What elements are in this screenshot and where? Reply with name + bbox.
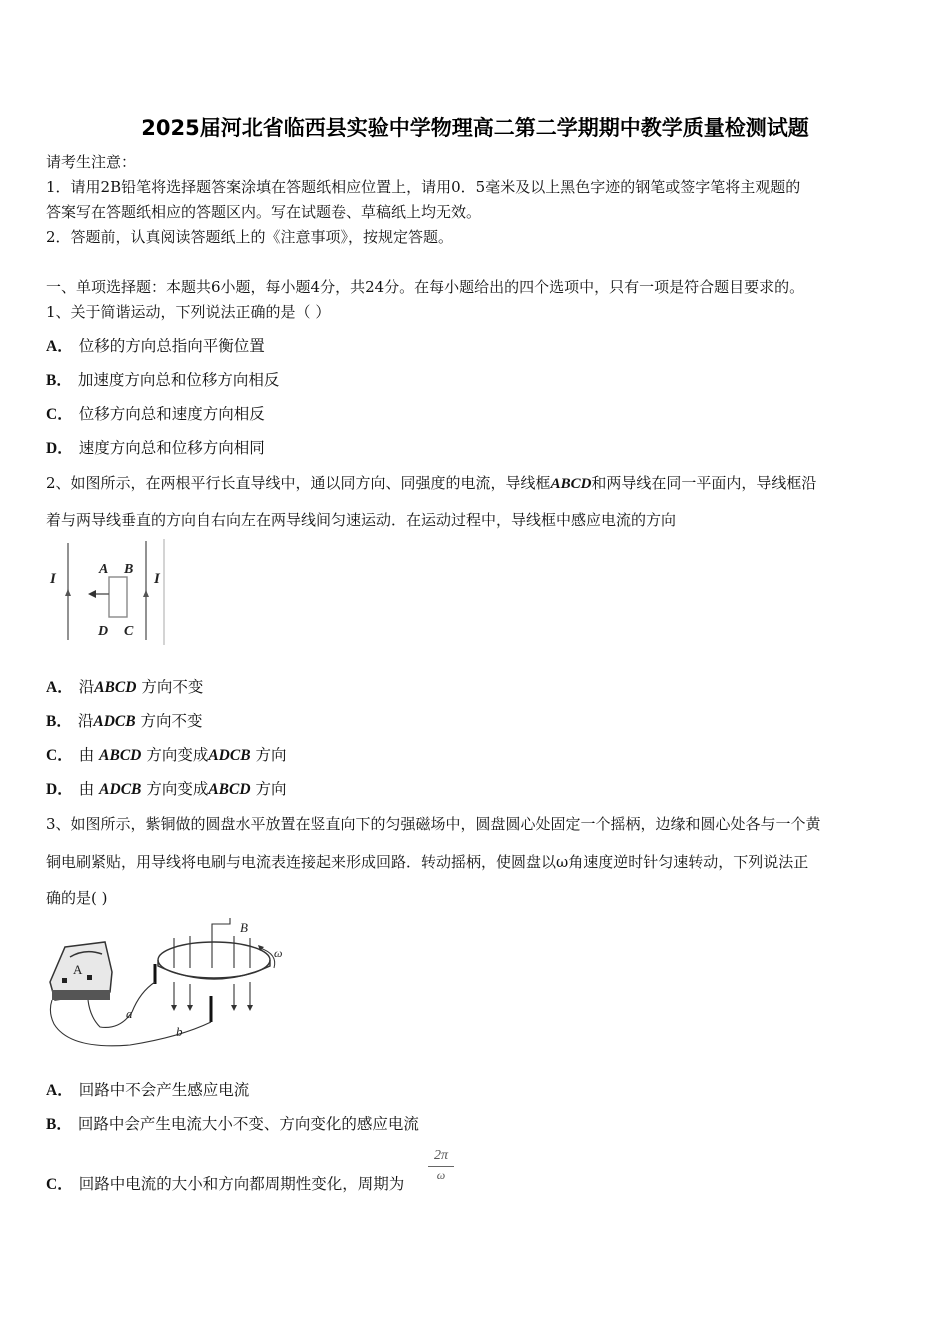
section-heading: 一、单项选择题：本题共6小题，每小题4分，共24分。在每小题给出的四个选项中，只有一项是符合题目要求的。 <box>46 278 805 296</box>
question-3-stem-line1: 3、如图所示，紫铜做的圆盘水平放置在竖直向下的匀强磁场中，圆盘圆心处固定一个摇柄，边缘和圆心处各与一个黄 <box>46 815 821 833</box>
svg-text:D: D <box>98 624 109 639</box>
period-fraction: $\frac{2\pi}{\omega}$ <box>428 1148 454 1183</box>
q3-option-c: C． 回路中电流的大小和方向都周期性变化，周期为 <box>46 1175 405 1193</box>
notice-item-2: 2．答题前，认真阅读答题纸上的《注意事项》，按规定答题。 <box>46 228 454 246</box>
question-3-stem-line2: 铜电刷紧贴，用导线将电刷与电流表连接起来形成回路．转动摇柄，使圆盘以ω角速度逆时针匀速转动，下列说法正 <box>46 853 809 871</box>
parallel-wires-figure <box>40 535 170 650</box>
question-3-stem-line3: 确的是( ) <box>46 889 108 907</box>
notice-heading: 请考生注意： <box>46 153 137 171</box>
q1-option-a: A． 位移的方向总指向平衡位置 <box>46 337 265 355</box>
q2-option-a: A． 沿ABCD 方向不变 <box>46 678 204 696</box>
svg-text:A: A <box>99 562 109 577</box>
svg-text:B: B <box>240 920 248 935</box>
q2-option-d: D． 由 ADCB 方向变成ABCD 方向 <box>46 780 287 798</box>
question-2-stem-line2: 着与两导线垂直的方向自右向左在两导线间匀速运动．在运动过程中，导线框中感应电流的方向 <box>46 511 677 529</box>
q2-option-c: C． 由 ABCD 方向变成ADCB 方向 <box>46 746 287 764</box>
svg-text:I: I <box>154 571 160 587</box>
svg-text:a: a <box>126 1006 133 1021</box>
q2-option-b: B． 沿ADCB 方向不变 <box>46 712 203 730</box>
question-1-stem: 1、关于简谐运动，下列说法正确的是（ ） <box>46 303 331 321</box>
rotating-disk-figure <box>40 912 300 1062</box>
svg-text:b: b <box>176 1024 183 1039</box>
q1-option-b: B． 加速度方向总和位移方向相反 <box>46 371 280 389</box>
q1-option-c: C． 位移方向总和速度方向相反 <box>46 405 265 423</box>
svg-text:B: B <box>124 562 134 577</box>
svg-text:I: I <box>50 571 56 587</box>
page-title: 2025届河北省临西县实验中学物理高二第二学期期中教学质量检测试题 <box>141 116 809 140</box>
question-2-stem-line1: 2、如图所示，在两根平行长直导线中，通以同方向、同强度的电流，导线框ABCD和两导线在同一平面内，导线框沿 <box>46 474 817 492</box>
svg-text:C: C <box>124 624 134 639</box>
q3-option-b: B． 回路中会产生电流大小不变、方向变化的感应电流 <box>46 1115 419 1133</box>
q3-option-a: A． 回路中不会产生感应电流 <box>46 1081 250 1099</box>
notice-item-1: 1．请用2B铅笔将选择题答案涂填在答题纸相应位置上，请用0．5毫米及以上黑色字迹的钢笔或签字笔将主观题的 <box>46 178 801 196</box>
svg-text:A: A <box>73 962 83 977</box>
notice-item-1-cont: 答案写在答题纸相应的答题区内。写在试题卷、草稿纸上均无效。 <box>46 203 482 221</box>
ammeter-icon <box>50 942 112 1000</box>
q1-option-d: D． 速度方向总和位移方向相同 <box>46 439 265 457</box>
svg-text:ω: ω <box>274 946 283 960</box>
